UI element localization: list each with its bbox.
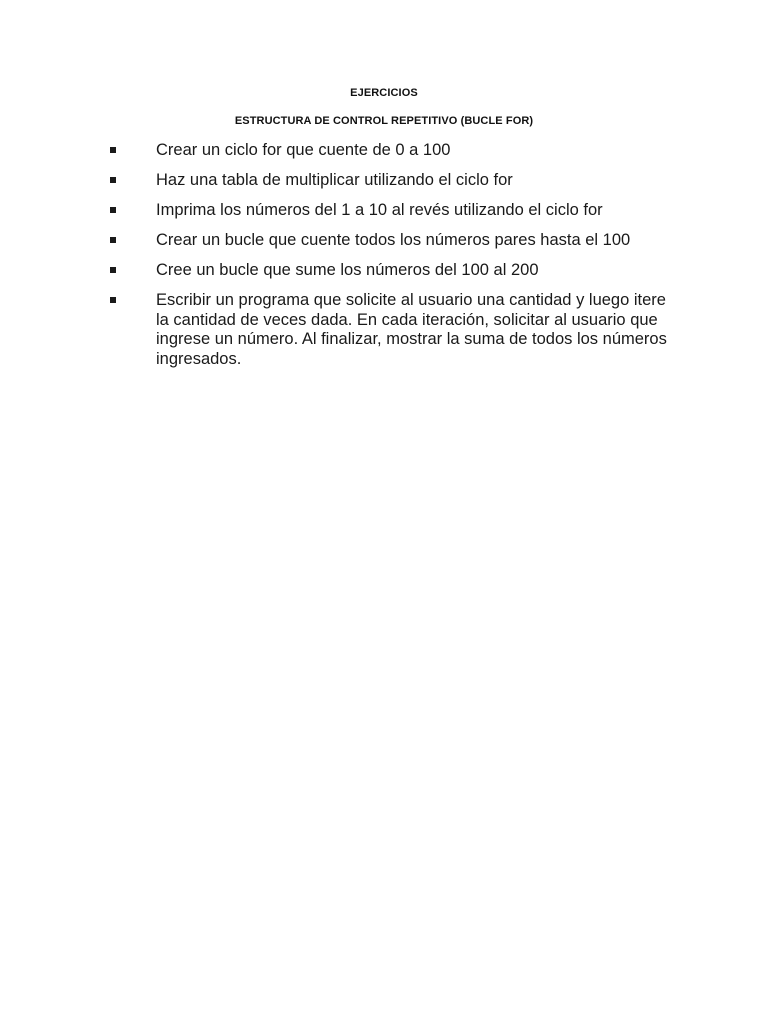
exercise-text: Haz una tabla de multiplicar utilizando el ciclo for [156, 171, 513, 189]
page-subtitle: ESTRUCTURA DE CONTROL REPETITIVO (BUCLE FOR) [234, 115, 534, 127]
list-item [108, 261, 668, 281]
list-item [108, 171, 668, 191]
exercise-text: Escribir un programa que solicite al usuario una cantidad y luego itere la cantidad de veces dada. En cada iteración, solicitar al usuario que ingrese un número. Al finalizar, mostrar la suma de todos los números ingresados. [156, 291, 667, 368]
exercise-text: Imprima los números del 1 a 10 al revés utilizando el ciclo for [156, 201, 603, 219]
list-item [108, 231, 668, 251]
exercise-text: Cree un bucle que sume los números del 100 al 200 [156, 261, 539, 279]
exercise-list [108, 141, 668, 380]
page-title: EJERCICIOS [350, 87, 418, 99]
list-item [108, 141, 668, 161]
exercise-text: Crear un bucle que cuente todos los números pares hasta el 100 [156, 231, 631, 249]
square-bullet-icon [110, 207, 116, 213]
square-bullet-icon [110, 267, 116, 273]
square-bullet-icon [110, 237, 116, 243]
list-item [108, 201, 668, 221]
square-bullet-icon [110, 177, 116, 183]
square-bullet-icon [110, 147, 116, 153]
square-bullet-icon [110, 297, 116, 303]
exercise-text: Crear un ciclo for que cuente de 0 a 100 [156, 141, 451, 159]
list-item [108, 291, 668, 369]
